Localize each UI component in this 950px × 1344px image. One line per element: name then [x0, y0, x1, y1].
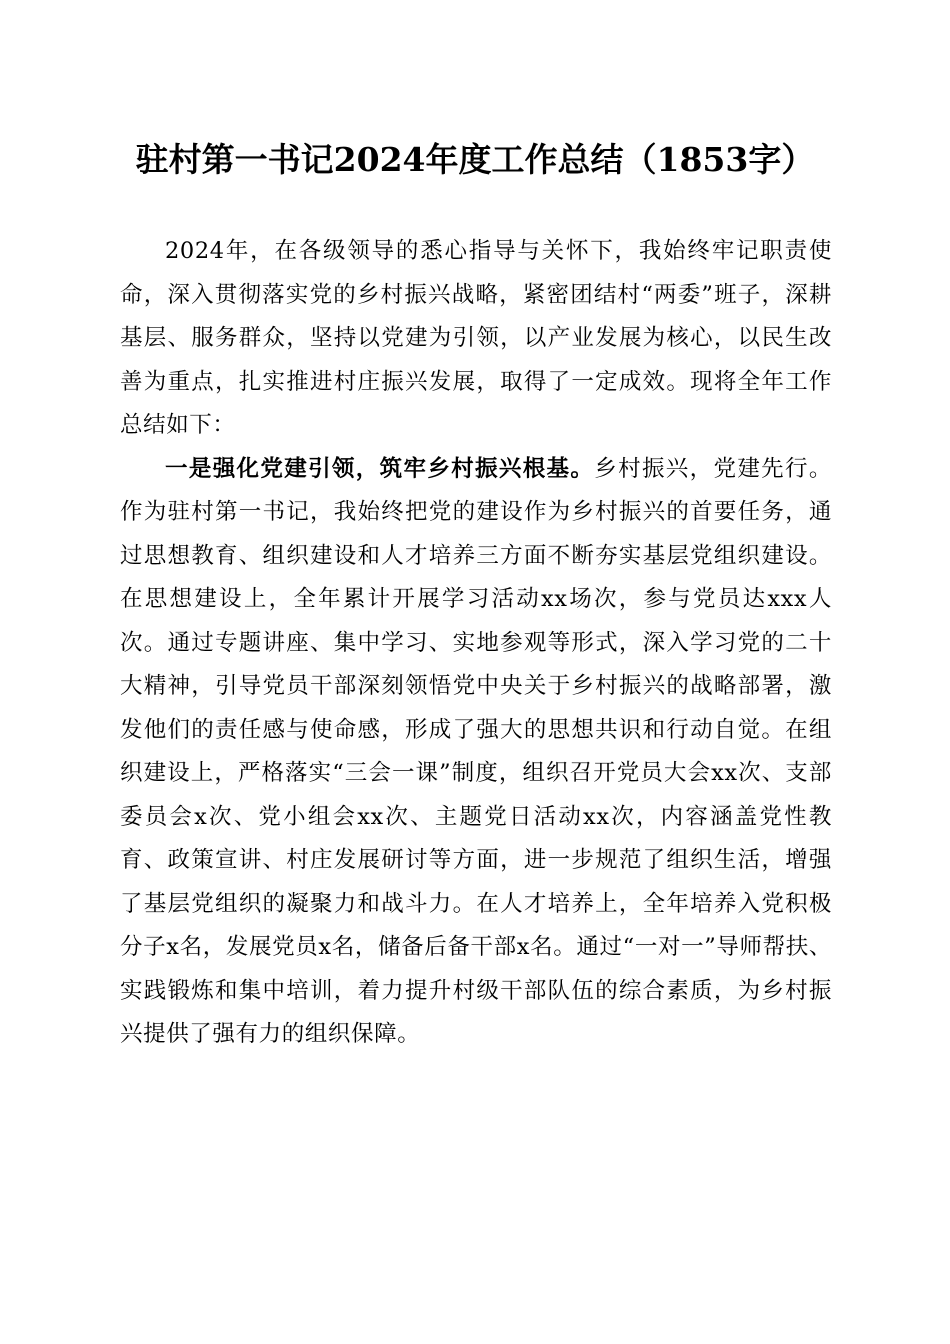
document-body — [120, 230, 832, 1057]
document-title: 驻村第一书记2024年度工作总结（1853字） — [135, 140, 815, 179]
paragraph-lead: 一是强化党建引领，筑牢乡村振兴根基。 — [165, 455, 595, 482]
paragraph-text: 2024年，在各级领导的悉心指导与关怀下，我始终牢记职责使命，深入贯彻落实党的乡村振兴战略，紧密团结村“两委”班子，深耕基层、服务群众，坚持以党建为引领，以产业发展为核心，以民生改善为重点，扎实推进村庄振兴发展，取得了一定成效。现将全年工作总结如下： — [120, 238, 832, 438]
paragraph-text: 乡村振兴，党建先行。作为驻村第一书记，我始终把党的建设作为乡村振兴的首要任务，通过思想教育、组织建设和人才培养三方面不断夯实基层党组织建设。在思想建设上，全年累计开展学习活动xx场次，参与党员达xxx人次。通过专题讲座、集中学习、实地参观等形式，深入学习党的二十大精神，引导党员干部深刻领悟党中央关于乡村振兴的战略部署，激发他们的责任感与使命感，形成了强大的思想共识和行动自觉。在组织建设上，严格落实“三会一课”制度，组织召开党员大会xx次、支部委员会x次、党小组会xx次、主题党日活动xx次，内容涵盖党性教育、政策宣讲、村庄发展研讨等方面，进一步规范了组织生活，增强了基层党组织的凝聚力和战斗力。在人才培养上，全年培养入党积极分子x名，发展党员x名，储备后备干部x名。通过“一对一”导师帮扶、实践锻炼和集中培训，着力提升村级干部队伍的综合素质，为乡村振兴提供了强有力的组织保障。 — [120, 455, 832, 1047]
paragraph-party-building — [120, 448, 832, 1057]
paragraph-intro — [120, 230, 832, 448]
